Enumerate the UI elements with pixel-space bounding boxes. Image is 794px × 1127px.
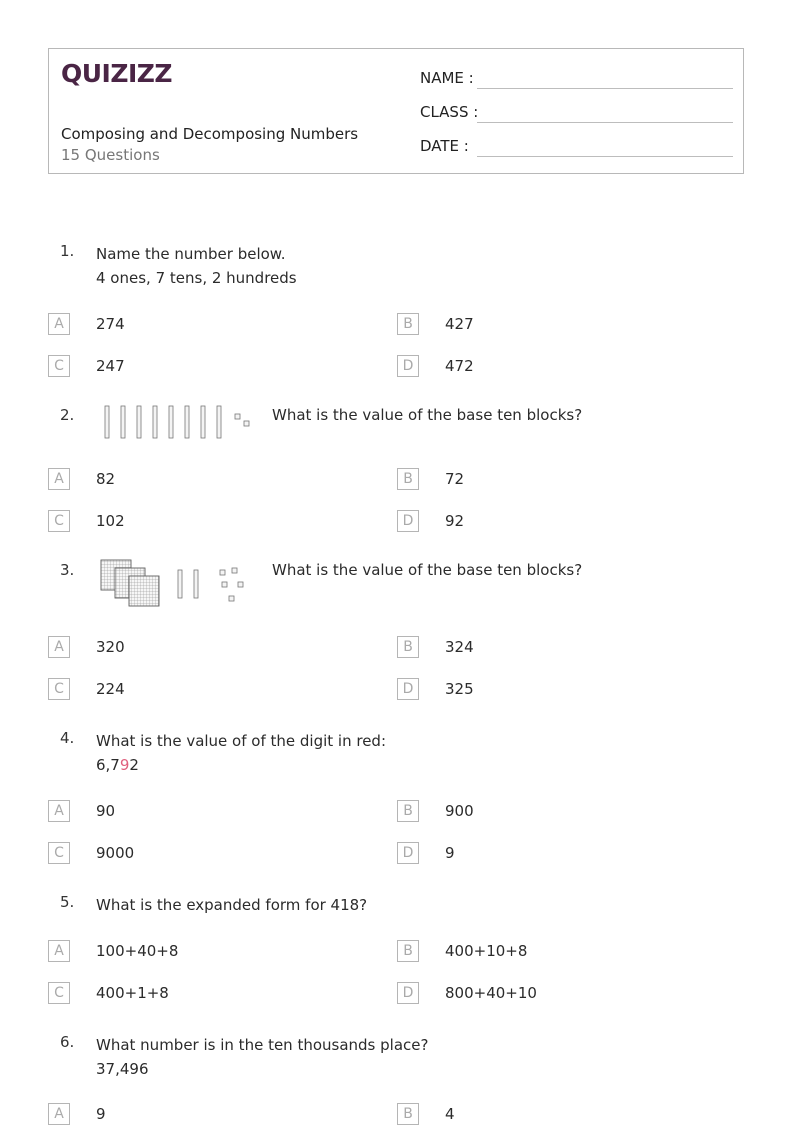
base-ten-blocks-image-q2 bbox=[100, 404, 260, 440]
base-ten-blocks-image-q3 bbox=[98, 558, 258, 612]
option-letter: C bbox=[48, 678, 70, 700]
option-letter: B bbox=[397, 940, 419, 962]
question-text bbox=[96, 729, 386, 777]
question-text: What is the expanded form for 418? bbox=[96, 896, 368, 914]
number-after: 2 bbox=[129, 756, 139, 774]
option-letter: D bbox=[397, 842, 419, 864]
quizizz-logo: QUIZIZZ bbox=[61, 59, 173, 88]
date-field[interactable] bbox=[420, 137, 469, 155]
question-number: 1. bbox=[60, 242, 75, 260]
question-line: 37,496 bbox=[96, 1060, 149, 1078]
option-text: 247 bbox=[96, 357, 125, 375]
worksheet-title: Composing and Decomposing Numbers bbox=[61, 125, 359, 143]
option-text: 427 bbox=[445, 315, 474, 333]
option-letter: C bbox=[48, 842, 70, 864]
option-letter: A bbox=[48, 800, 70, 822]
option-letter: C bbox=[48, 355, 70, 377]
option-text: 800+40+10 bbox=[445, 984, 537, 1002]
option-letter: C bbox=[48, 510, 70, 532]
option-letter: A bbox=[48, 1103, 70, 1125]
question-line: What number is in the ten thousands place? bbox=[96, 1036, 429, 1054]
option-letter: B bbox=[397, 800, 419, 822]
option-text: 72 bbox=[445, 470, 465, 488]
question-count: 15 Questions bbox=[61, 146, 160, 164]
option-text: 325 bbox=[445, 680, 474, 698]
number-before: 6,7 bbox=[96, 756, 120, 774]
name-field[interactable] bbox=[420, 69, 474, 87]
option-text: 274 bbox=[96, 315, 125, 333]
option-text: 224 bbox=[96, 680, 125, 698]
option-letter: C bbox=[48, 982, 70, 1004]
red-digit: 9 bbox=[119, 756, 130, 774]
option-text: 400+1+8 bbox=[96, 984, 169, 1002]
class-label: CLASS : bbox=[420, 103, 479, 121]
name-label: NAME : bbox=[420, 69, 474, 87]
option-text: 4 bbox=[445, 1105, 455, 1123]
option-letter: D bbox=[397, 355, 419, 377]
option-letter: B bbox=[397, 1103, 419, 1125]
question-number: 6. bbox=[60, 1033, 75, 1051]
option-letter: A bbox=[48, 940, 70, 962]
option-text: 324 bbox=[445, 638, 474, 656]
question-number: 4. bbox=[60, 729, 75, 747]
question-text bbox=[96, 242, 297, 290]
date-line bbox=[477, 156, 733, 157]
option-text: 9 bbox=[445, 844, 455, 862]
date-label: DATE : bbox=[420, 137, 469, 155]
class-field[interactable] bbox=[420, 103, 478, 121]
option-text: 900 bbox=[445, 802, 474, 820]
option-text: 100+40+8 bbox=[96, 942, 179, 960]
option-text: 9000 bbox=[96, 844, 135, 862]
option-letter: D bbox=[397, 510, 419, 532]
option-letter: D bbox=[397, 982, 419, 1004]
option-letter: B bbox=[397, 636, 419, 658]
question-text: What is the value of the base ten blocks? bbox=[272, 561, 583, 579]
question-line: 4 ones, 7 tens, 2 hundreds bbox=[96, 269, 297, 287]
option-text: 9 bbox=[96, 1105, 106, 1123]
question-number: 2. bbox=[60, 406, 75, 424]
option-text: 102 bbox=[96, 512, 125, 530]
question-line: What is the value of of the digit in red: bbox=[96, 732, 387, 750]
option-letter: D bbox=[397, 678, 419, 700]
option-letter: A bbox=[48, 636, 70, 658]
question-number: 3. bbox=[60, 561, 75, 579]
option-letter: A bbox=[48, 468, 70, 490]
option-text: 472 bbox=[445, 357, 474, 375]
option-text: 90 bbox=[96, 802, 116, 820]
option-letter: A bbox=[48, 313, 70, 335]
option-text: 320 bbox=[96, 638, 125, 656]
option-text: 400+10+8 bbox=[445, 942, 528, 960]
class-line bbox=[477, 122, 733, 123]
option-letter: B bbox=[397, 313, 419, 335]
question-number: 5. bbox=[60, 893, 75, 911]
option-letter: B bbox=[397, 468, 419, 490]
question-text: What is the value of the base ten blocks? bbox=[272, 406, 583, 424]
name-line bbox=[477, 88, 733, 89]
question-text bbox=[96, 1033, 428, 1081]
worksheet-header bbox=[48, 48, 744, 174]
option-text: 82 bbox=[96, 470, 116, 488]
option-text: 92 bbox=[445, 512, 465, 530]
question-line: Name the number below. bbox=[96, 245, 286, 263]
